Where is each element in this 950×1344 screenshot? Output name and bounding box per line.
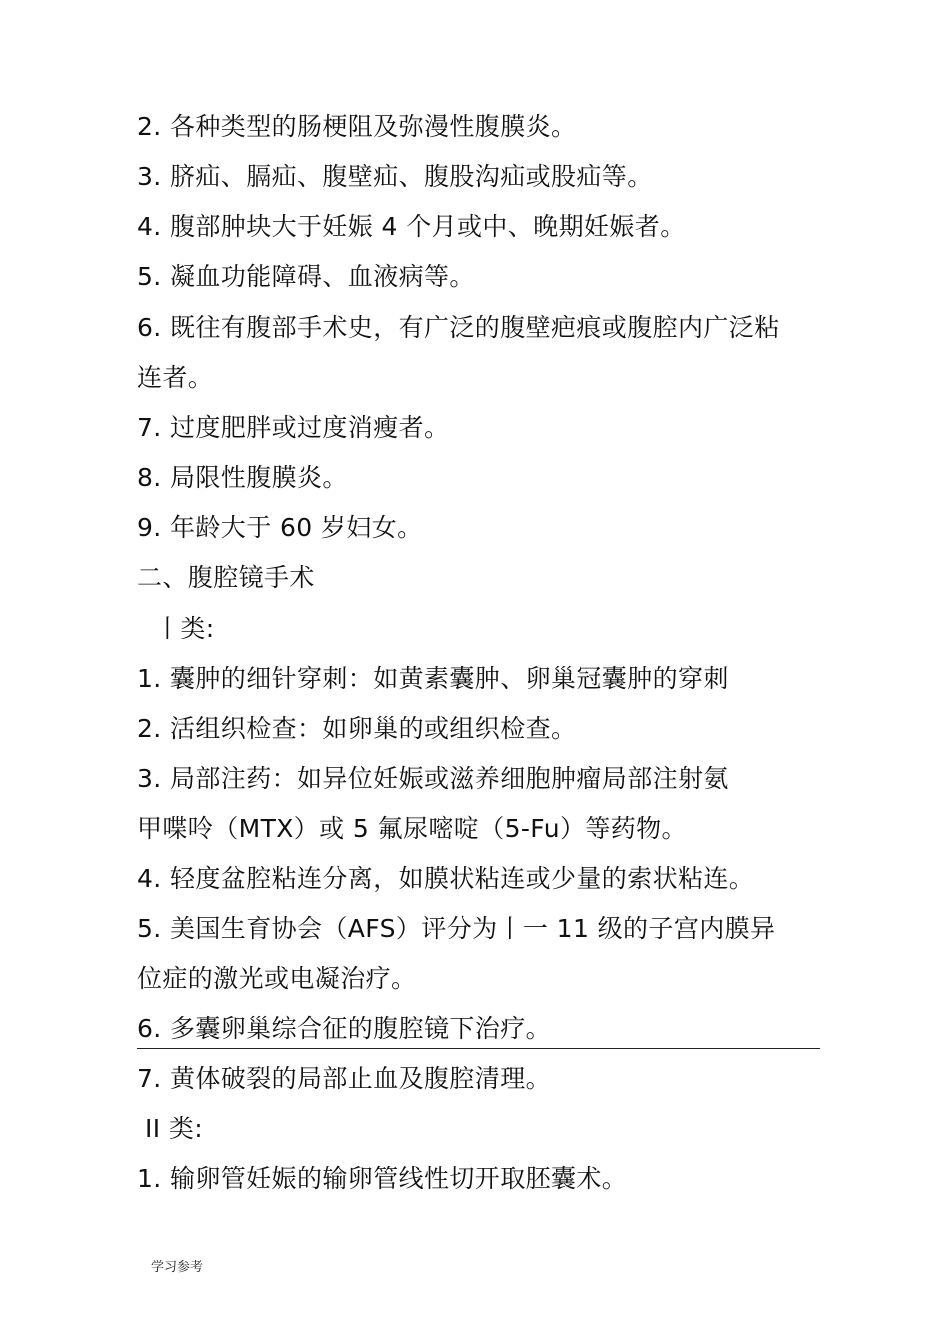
list-item: 1. 囊肿的细针穿刺：如黄素囊肿、卵巢冠囊肿的穿刺 (137, 664, 729, 693)
subsection-heading: 丨类: (155, 614, 215, 643)
list-item: 8. 局限性腹膜炎。 (137, 463, 348, 492)
horizontal-rule (137, 1048, 820, 1049)
subsection-heading: II 类: (145, 1114, 204, 1143)
page-footer: 学习参考 (151, 1260, 204, 1275)
list-item: 4. 腹部肿块大于妊娠 4 个月或中、晚期妊娠者。 (137, 212, 686, 241)
list-item: 6. 既往有腹部手术史，有广泛的腹壁疤痕或腹腔内广泛粘 (137, 313, 780, 342)
list-item: 3. 脐疝、膈疝、腹壁疝、腹股沟疝或股疝等。 (137, 162, 653, 191)
list-item: 1. 输卵管妊娠的输卵管线性切开取胚囊术。 (137, 1164, 628, 1193)
list-item: 7. 过度肥胖或过度消瘦者。 (137, 413, 450, 442)
list-item: 4. 轻度盆腔粘连分离，如膜状粘连或少量的索状粘连。 (137, 864, 755, 893)
list-item: 5. 凝血功能障碍、血液病等。 (137, 262, 475, 291)
list-item: 3. 局部注药：如异位妊娠或滋养细胞肿瘤局部注射氨 (137, 764, 729, 793)
list-item: 5. 美国生育协会（AFS）评分为丨一 11 级的子宫内膜异 (137, 914, 776, 943)
list-item-continuation: 甲喋呤（MTX）或 5 氟尿嘧啶（5-Fu）等药物。 (137, 814, 687, 843)
list-item: 7. 黄体破裂的局部止血及腹腔清理。 (137, 1064, 552, 1093)
list-item-continuation: 位症的激光或电凝治疗。 (137, 964, 417, 993)
list-item: 2. 各种类型的肠梗阻及弥漫性腹膜炎。 (137, 112, 577, 141)
list-item: 9. 年龄大于 60 岁妇女。 (137, 513, 423, 542)
list-item-continuation: 连者。 (137, 363, 214, 392)
list-item: 2. 活组织检查：如卵巢的或组织检查。 (137, 714, 577, 743)
section-heading: 二、腹腔镜手术 (137, 563, 315, 592)
list-item: 6. 多囊卵巢综合征的腹腔镜下治疗。 (137, 1014, 552, 1043)
